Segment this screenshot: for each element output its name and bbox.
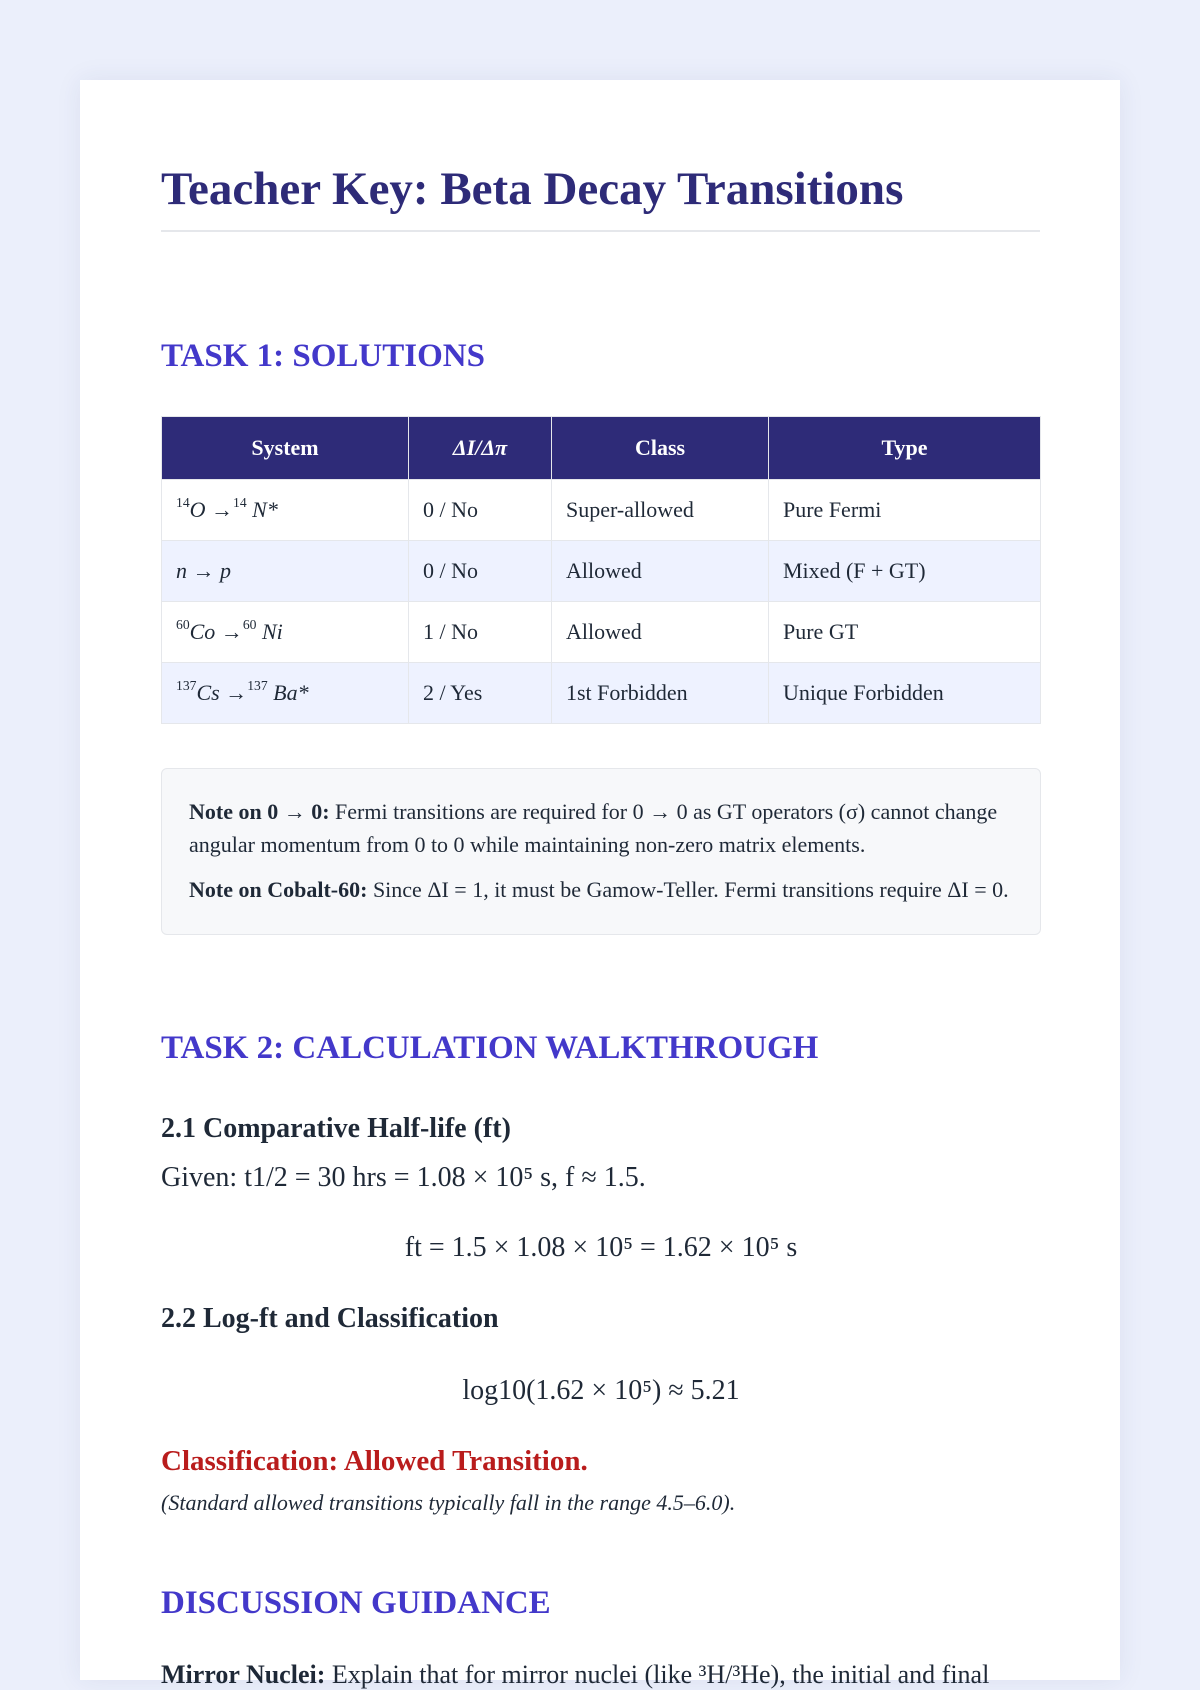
solutions-table: [161, 416, 1041, 724]
task1-heading: TASK 1: SOLUTIONS: [161, 338, 485, 374]
document-page: [80, 80, 1120, 1689]
subsection-heading-logft: 2.2 Log-ft and Classification: [161, 1303, 499, 1334]
cell-type: Pure GT: [769, 602, 1041, 663]
subsection-heading-comparative: 2.1 Comparative Half-life (ft): [161, 1113, 511, 1144]
discussion-heading: DISCUSSION GUIDANCE: [161, 1585, 551, 1621]
table-row: [162, 480, 1041, 541]
task2-heading: TASK 2: CALCULATION WALKTHROUGH: [161, 1030, 819, 1066]
table-row: [162, 541, 1041, 602]
cell-system: $^{60}$Co →$^{60}$ Ni: [162, 602, 409, 663]
cell-type: Pure Fermi: [769, 480, 1041, 541]
note-zero-to-zero: Note on 0 → 0: Fermi transitions are required for 0 → 0 as GT operators (σ) cannot change angular momentum from 0 to 0 while maintaining non-zero matrix elements.: [189, 799, 998, 857]
cell-system: $^{137}$Cs →$^{137}$ Ba*: [162, 663, 409, 724]
cell-class: 1st Forbidden: [552, 663, 769, 724]
column-header-class: Class: [552, 417, 769, 480]
equation-logft: log10(1.62 × 10⁵) ≈ 5.21: [462, 1375, 740, 1406]
page-title: Teacher Key: Beta Decay Transitions: [161, 162, 1040, 232]
column-header-delta: ΔI/Δπ: [409, 417, 552, 480]
table-header-row: [162, 417, 1041, 480]
column-header-type: Type: [769, 417, 1041, 480]
cell-delta: 2 / Yes: [409, 663, 552, 724]
cell-system: n → p: [162, 541, 409, 602]
cell-class: Allowed: [552, 602, 769, 663]
column-header-system: System: [162, 417, 409, 480]
cell-delta: 0 / No: [409, 480, 552, 541]
notes-box: [161, 768, 1041, 935]
given-values: Given: t1/2 = 30 hrs = 1.08 × 10⁵ s, f ≈ 1.5.: [161, 1162, 646, 1193]
cell-system: $^{14}$O →$^{14}$ N*: [162, 480, 409, 541]
cell-type: Unique Forbidden: [769, 663, 1041, 724]
cell-delta: 1 / No: [409, 602, 552, 663]
table-row: [162, 602, 1041, 663]
cell-class: Allowed: [552, 541, 769, 602]
table-row: [162, 663, 1041, 724]
equation-ft: ft = 1.5 × 1.08 × 10⁵ = 1.62 × 10⁵ s: [404, 1232, 798, 1263]
cell-delta: 0 / No: [409, 541, 552, 602]
range-note: (Standard allowed transitions typically fall in the range 4.5–6.0).: [161, 1490, 736, 1515]
mirror-nuclei-paragraph: Mirror Nuclei: Explain that for mirror nuclei (like ³H/³He), the initial and final: [161, 1660, 990, 1689]
cell-class: Super-allowed: [552, 480, 769, 541]
note-cobalt-60: Note on Cobalt-60: Since ΔI = 1, it must be Gamow-Teller. Fermi transitions require ΔI = 0.: [189, 877, 1009, 902]
classification-result: Classification: Allowed Transition.: [161, 1445, 588, 1477]
cell-type: Mixed (F + GT): [769, 541, 1041, 602]
